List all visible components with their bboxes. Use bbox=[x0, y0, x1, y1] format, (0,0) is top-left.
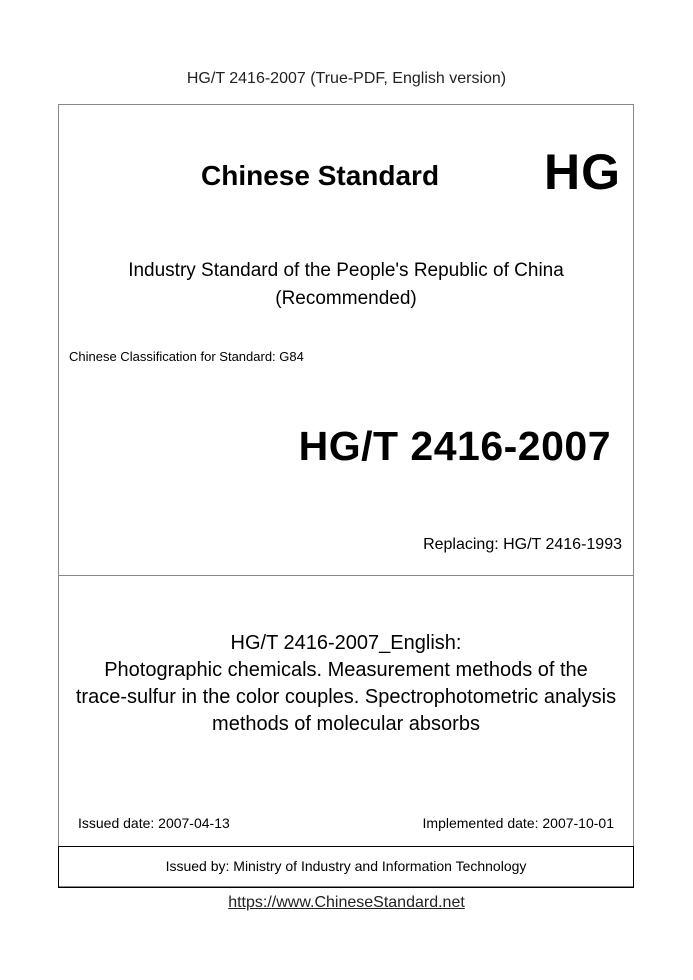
brand-code: HG bbox=[544, 144, 621, 200]
title-line: HG/T 2416-2007_English: bbox=[230, 632, 462, 654]
website-link[interactable]: https://www.ChineseStandard.net bbox=[228, 894, 465, 911]
document-header: HG/T 2416-2007 (True-PDF, English version) bbox=[186, 70, 507, 87]
replacing-label: Replacing: HG/T 2416-1993 bbox=[423, 536, 622, 553]
industry-line: Industry Standard of the People's Republic of China bbox=[128, 260, 564, 281]
industry-line: (Recommended) bbox=[275, 288, 417, 309]
issued-date: Issued date: 2007-04-13 bbox=[78, 815, 230, 831]
cover-frame bbox=[58, 104, 634, 887]
brand-title: Chinese Standard bbox=[201, 160, 440, 191]
title-line: trace-sulfur in the color couples. Spectrophotometric analysis bbox=[75, 686, 617, 708]
title-line: Photographic chemicals. Measurement methods of the bbox=[104, 659, 588, 681]
standard-number: HG/T 2416-2007 bbox=[298, 423, 611, 469]
classification-label: Chinese Classification for Standard: G84 bbox=[69, 349, 304, 364]
implemented-date: Implemented date: 2007-10-01 bbox=[422, 815, 614, 831]
standard-title bbox=[59, 630, 633, 738]
title-line: methods of molecular absorbs bbox=[212, 713, 480, 735]
industry-statement bbox=[59, 257, 633, 313]
issuer-box: Issued by: Ministry of Industry and Information Technology bbox=[58, 846, 634, 888]
section-divider bbox=[59, 575, 633, 576]
